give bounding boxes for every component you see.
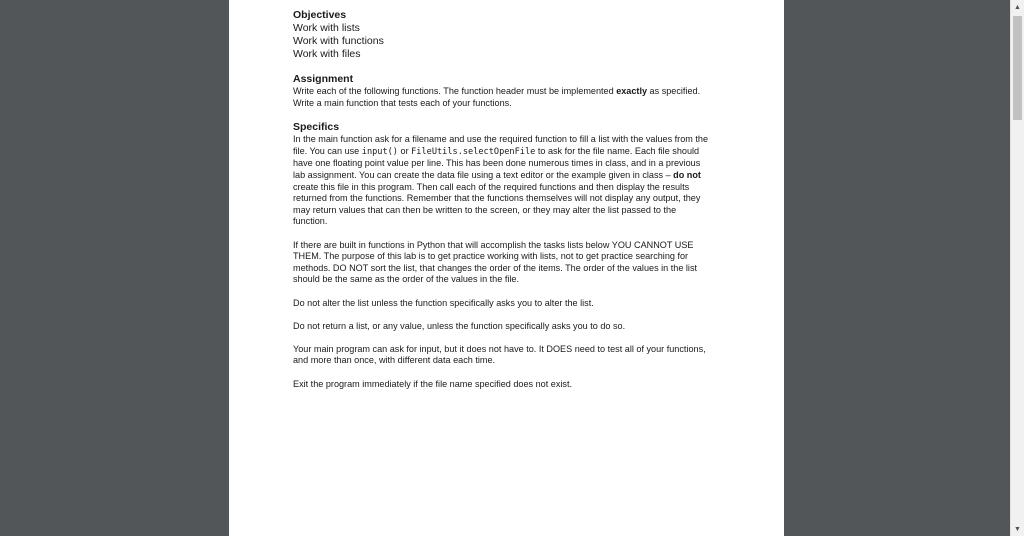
objective-item: Work with lists	[293, 22, 360, 34]
assignment-text: Write each of the following functions. The function header must be implemented exactly as specified. Write a main function that tests each of your functions.	[293, 86, 701, 108]
specifics-heading: Specifics	[293, 121, 340, 134]
objectives-heading: Objectives	[293, 9, 347, 21]
assignment-heading: Assignment	[293, 73, 354, 85]
specifics-paragraph-4: Do not return a list, or any value, unless the function specifically asks you to do so.	[293, 320, 626, 331]
objectives-section	[293, 9, 713, 61]
objective-item: Work with files	[293, 48, 361, 60]
page-content	[293, 9, 713, 390]
specifics-paragraph-5: Your main program can ask for input, but it does not have to. It DOES need to test all of your functions, and more than once, with different data each time.	[293, 343, 706, 366]
specifics-paragraph-2: If there are built in functions in Python that will accomplish the tasks lists below YOU CANNOT USE THEM. The purpose of this lab is to get practice working with lists, not to get practice searching for methods. DO NOT sort the list, that changes the order of the items. The order of the values in the list should be the same as the order of the values in the file.	[293, 239, 698, 285]
document-page	[229, 0, 784, 536]
code-fileutils: FileUtils.selectOpenFile	[411, 146, 536, 157]
scroll-down-icon[interactable]: ▼	[1014, 525, 1021, 533]
specifics-paragraph-1: In the main function ask for a filename and use the required function to fill a list with the values from the file. You can use input() or FileUtils.selectOpenFile to ask for the file name. Each file should have one floating point value per line. This has been done numerous times in class, and in a previous lab assignment. You can create the data file using a text editor or the example given in class – do not create this file in this program. Then call each of the required functions and then display the results returned from the functions. Remember that the functions themselves will not display any output, they may return values that can then be written to the screen, or they may alter the list passed to the function.	[293, 134, 709, 227]
code-input: input()	[361, 146, 398, 157]
specifics-paragraph-6: Exit the program immediately if the file name specified does not exist.	[293, 378, 573, 389]
vertical-scrollbar[interactable]	[1010, 0, 1024, 536]
scrollbar-thumb[interactable]	[1013, 16, 1022, 120]
objective-item: Work with functions	[293, 35, 384, 47]
specifics-section	[293, 121, 713, 390]
specifics-paragraph-3: Do not alter the list unless the function specifically asks you to alter the list.	[293, 297, 594, 308]
scroll-up-icon[interactable]: ▲	[1014, 3, 1021, 11]
assignment-section	[293, 73, 713, 109]
